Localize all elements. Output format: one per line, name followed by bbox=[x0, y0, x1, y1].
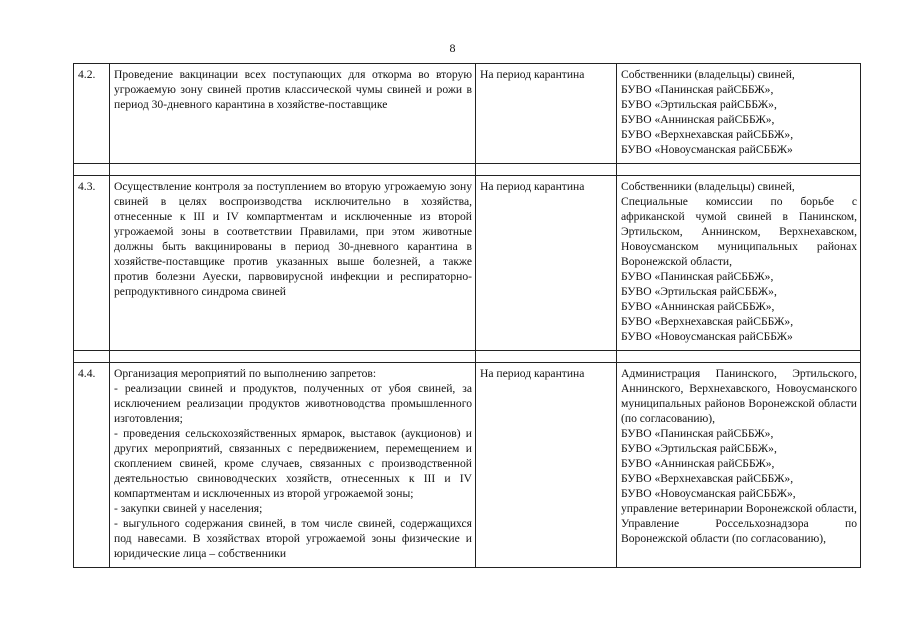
responsible-item: БУВО «Верхнехавская райСББЖ», bbox=[621, 315, 794, 328]
responsible-item: БУВО «Новоусманская райСББЖ» bbox=[621, 330, 793, 343]
table-row bbox=[74, 363, 861, 568]
responsible-item: Управление Россельхознадзора по Воронежской области (по согласованию), bbox=[621, 517, 857, 545]
row-spacer bbox=[74, 164, 861, 176]
responsible-item: БУВО «Аннинская райСББЖ», bbox=[621, 457, 775, 470]
responsible-item: Администрация Панинского, Эртильского, Аннинского, Верхнехавского, Новоусманского муниципальных районов Воронежской области (по согласованию), bbox=[621, 367, 857, 425]
responsible-parties bbox=[617, 176, 861, 351]
responsible-item: Собственники (владельцы) свиней, bbox=[621, 180, 795, 193]
measure-line: - закупки свиней у населения; bbox=[114, 502, 263, 515]
table-row bbox=[74, 64, 861, 164]
responsible-item: БУВО «Панинская райСББЖ», bbox=[621, 427, 774, 440]
table-row bbox=[74, 176, 861, 351]
measure-term: На период карантина bbox=[476, 176, 617, 351]
responsible-item: БУВО «Панинская райСББЖ», bbox=[621, 270, 774, 283]
measure-description bbox=[110, 363, 476, 568]
measure-description: Проведение вакцинации всех поступающих для откорма во вторую угрожаемую зону свиней против классической чумы свиней и рожи в период 30-дневного карантина в хозяйстве-поставщике bbox=[110, 64, 476, 164]
measure-description: Осуществление контроля за поступлением во вторую угрожаемую зону свиней в целях воспроизводства исключительно в хозяйства, отнесенные к III и IV компартментам и исключенные из второй угрожаемой зоны в соответствии Правилами, при этом животные должны быть вакцинированы в период 30-дневного карантина в хозяйстве-поставщике против указанных выше болезней, а также против болезни Ауески, парвовирусной инфекции и респираторно-репродуктивного синдрома свиней bbox=[110, 176, 476, 351]
responsible-item: БУВО «Эртильская райСББЖ», bbox=[621, 285, 777, 298]
page-number: 8 bbox=[449, 41, 456, 55]
responsible-item: БУВО «Новоусманская райСББЖ» bbox=[621, 143, 793, 156]
responsible-item: Собственники (владельцы) свиней, bbox=[621, 68, 795, 81]
responsible-parties bbox=[617, 363, 861, 568]
responsible-item: БУВО «Аннинская райСББЖ», bbox=[621, 113, 775, 126]
responsible-item: БУВО «Панинская райСББЖ», bbox=[621, 83, 774, 96]
responsible-item: БУВО «Эртильская райСББЖ», bbox=[621, 442, 777, 455]
row-number: 4.2. bbox=[74, 64, 110, 164]
responsible-item: БУВО «Верхнехавская райСББЖ», bbox=[621, 128, 794, 141]
responsible-item: БУВО «Аннинская райСББЖ», bbox=[621, 300, 775, 313]
row-number: 4.3. bbox=[74, 176, 110, 351]
measure-line: - выгульного содержания свиней, в том числе свиней, содержащихся под навесами. В хозяйствах второй угрожаемой зоны физические и юридические лица – собственники bbox=[114, 517, 472, 560]
measure-line: - проведения сельскохозяйственных ярмарок, выставок (аукционов) и других мероприятий, связанных с передвижением, перемещением и скоплением свиней, кроме случаев, связанных с производственной деятельностью свиноводческих хозяйств, отнесенных к III и IV компартментам и исключенных из второй угрожаемой зоны; bbox=[114, 427, 472, 500]
measure-term: На период карантина bbox=[476, 363, 617, 568]
responsible-item: БУВО «Эртильская райСББЖ», bbox=[621, 98, 777, 111]
measure-term: На период карантина bbox=[476, 64, 617, 164]
row-number: 4.4. bbox=[74, 363, 110, 568]
responsible-item: БУВО «Новоусманская райСББЖ», bbox=[621, 487, 796, 500]
measure-line: - реализации свиней и продуктов, полученных от убоя свиней, за исключением реализации продуктов животноводства промышленного изготовления; bbox=[114, 382, 472, 425]
responsible-parties bbox=[617, 64, 861, 164]
row-spacer bbox=[74, 351, 861, 363]
measures-table bbox=[73, 63, 861, 568]
responsible-item: Специальные комиссии по борьбе с африканской чумой свиней в Панинском, Эртильском, Аннинском, Верхнехавском, Новоусманском муниципальных районах Воронежской области, bbox=[621, 195, 857, 268]
responsible-item: БУВО «Верхнехавская райСББЖ», bbox=[621, 472, 794, 485]
measure-line: Организация мероприятий по выполнению запретов: bbox=[114, 367, 377, 380]
responsible-item: управление ветеринарии Воронежской области, bbox=[621, 502, 857, 515]
